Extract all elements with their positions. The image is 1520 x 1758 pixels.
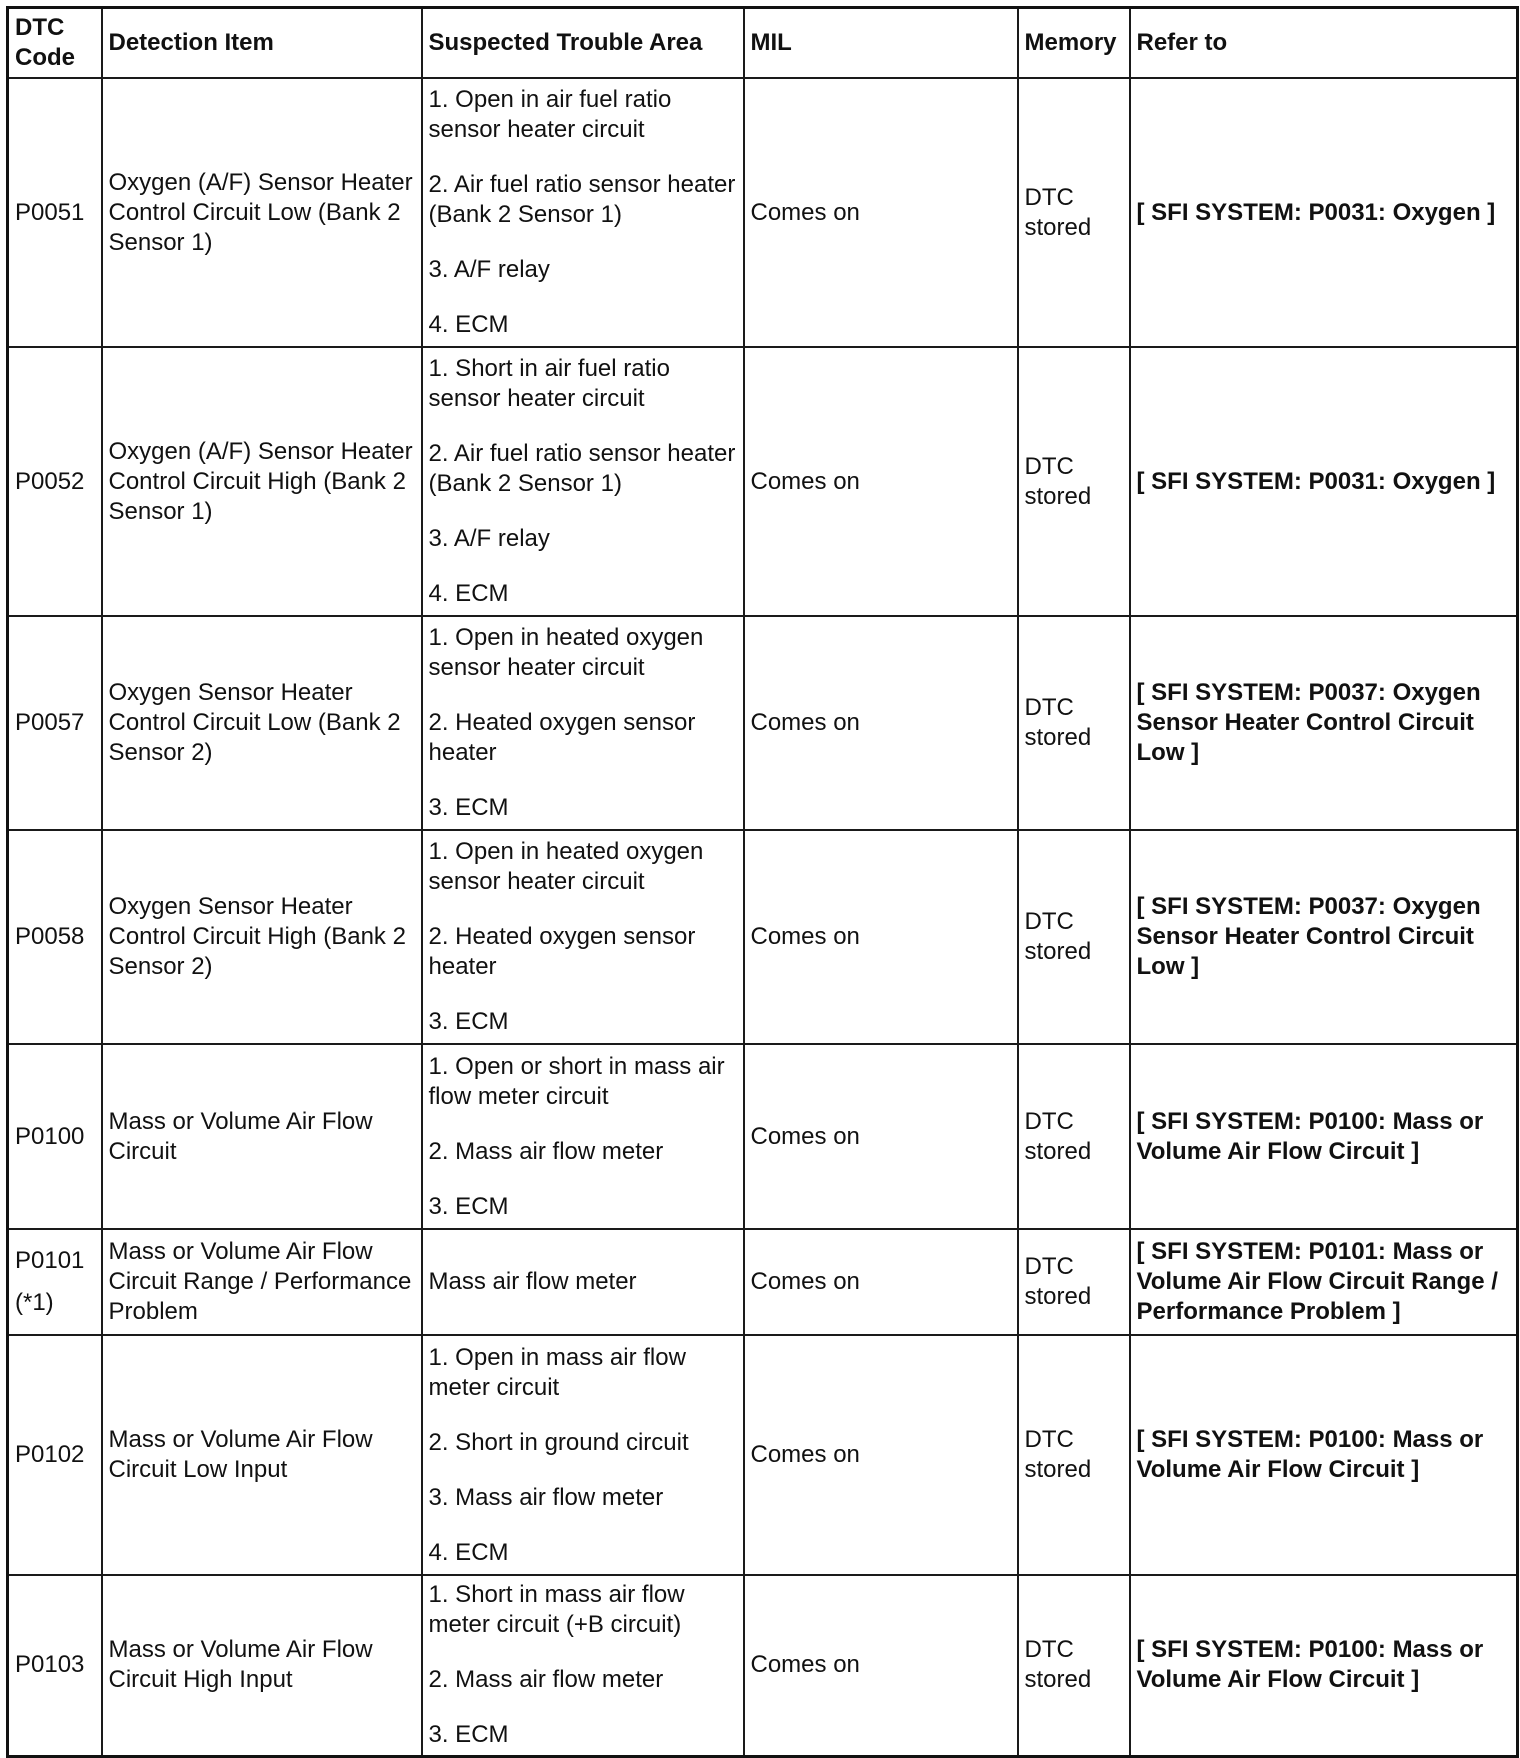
detection-item-cell: Mass or Volume Air Flow Circuit Range / Performance Problem [102, 1229, 422, 1335]
dtc-table [6, 6, 1519, 1758]
trouble-area-item: 1. Open in mass air flow meter circuit [428, 1343, 686, 1401]
table-row [8, 1044, 1518, 1229]
header-dtc-code: DTC Code [8, 8, 102, 79]
trouble-area-cell [422, 1229, 744, 1335]
dtc-code-cell [8, 78, 102, 347]
trouble-area-item: 1. Open in heated oxygen sensor heater circuit [428, 838, 704, 895]
table-row [8, 616, 1518, 830]
mil-cell: Comes on [744, 1575, 1018, 1756]
dtc-code-cell [8, 1575, 102, 1756]
dtc-code: P0058 [15, 923, 85, 950]
header-row [8, 8, 1518, 79]
mil-cell: Comes on [744, 1044, 1018, 1229]
refer-to-link[interactable]: [ SFI SYSTEM: P0031: Oxygen ] [1130, 347, 1518, 616]
memory-cell: DTC stored [1018, 347, 1130, 616]
trouble-area-item: 3. A/F relay [428, 525, 550, 552]
dtc-code-cell [8, 1044, 102, 1229]
refer-to-link[interactable]: [ SFI SYSTEM: P0031: Oxygen ] [1130, 78, 1518, 347]
trouble-area-item: 4. ECM [428, 580, 509, 607]
detection-item-cell: Oxygen (A/F) Sensor Heater Control Circuit Low (Bank 2 Sensor 1) [102, 78, 422, 347]
memory-cell: DTC stored [1018, 830, 1130, 1044]
table-row [8, 830, 1518, 1044]
trouble-area-item: 2. Air fuel ratio sensor heater (Bank 2 Sensor 1) [428, 440, 736, 497]
mil-cell: Comes on [744, 78, 1018, 347]
trouble-area-item: 3. ECM [428, 1192, 509, 1220]
dtc-code: P0051 [15, 198, 85, 226]
trouble-area-item: 4. ECM [428, 1538, 509, 1566]
mil-cell: Comes on [744, 347, 1018, 616]
trouble-area-cell [422, 830, 744, 1044]
trouble-area-cell [422, 1044, 744, 1229]
trouble-area-item: 1. Open in heated oxygen sensor heater circuit [428, 624, 704, 681]
dtc-code: P0100 [15, 1122, 85, 1150]
memory-cell: DTC stored [1018, 1044, 1130, 1229]
detection-item-cell: Oxygen Sensor Heater Control Circuit Low (Bank 2 Sensor 2) [102, 616, 422, 830]
trouble-area-item: 2. Short in ground circuit [428, 1428, 689, 1456]
dtc-code: P0101 [15, 1247, 85, 1274]
dtc-code: P0057 [15, 709, 85, 736]
detection-item-cell: Mass or Volume Air Flow Circuit [102, 1044, 422, 1229]
table-row [8, 1575, 1518, 1756]
trouble-area-item: 2. Mass air flow meter [428, 1666, 664, 1694]
refer-to-link[interactable]: [ SFI SYSTEM: P0037: Oxygen Sensor Heater Control Circuit Low ] [1130, 830, 1518, 1044]
trouble-area-item: 1. Short in mass air flow meter circuit (+B circuit) [428, 1581, 685, 1639]
trouble-area-item: 2. Air fuel ratio sensor heater (Bank 2 Sensor 1) [428, 171, 736, 228]
trouble-area-item: 2. Heated oxygen sensor heater [428, 709, 696, 766]
header-suspected-trouble-area: Suspected Trouble Area [422, 8, 744, 79]
trouble-area-item: 3. Mass air flow meter [428, 1483, 664, 1511]
detection-item-cell: Oxygen (A/F) Sensor Heater Control Circuit High (Bank 2 Sensor 1) [102, 347, 422, 616]
mil-cell: Comes on [744, 616, 1018, 830]
table-body [8, 78, 1518, 1756]
header-detection-item: Detection Item [102, 8, 422, 79]
trouble-area-item: 2. Mass air flow meter [428, 1137, 664, 1165]
trouble-area-cell [422, 347, 744, 616]
trouble-area-cell [422, 1575, 744, 1756]
trouble-area-item: 3. A/F relay [428, 256, 550, 283]
trouble-area-item: Mass air flow meter [428, 1268, 637, 1295]
trouble-area-item: 1. Open or short in mass air flow meter circuit [428, 1052, 725, 1110]
trouble-area-item: 1. Short in air fuel ratio sensor heater circuit [428, 355, 670, 412]
dtc-code: P0102 [15, 1441, 85, 1468]
table-row [8, 1335, 1518, 1575]
detection-item-cell: Mass or Volume Air Flow Circuit Low Input [102, 1335, 422, 1575]
refer-to-link[interactable]: [ SFI SYSTEM: P0100: Mass or Volume Air Flow Circuit ] [1130, 1335, 1518, 1575]
mil-cell: Comes on [744, 1229, 1018, 1335]
refer-to-link[interactable]: [ SFI SYSTEM: P0100: Mass or Volume Air Flow Circuit ] [1130, 1044, 1518, 1229]
dtc-code-cell [8, 830, 102, 1044]
trouble-area-item: 2. Heated oxygen sensor heater [428, 923, 696, 980]
header-mil: MIL [744, 8, 1018, 79]
dtc-code: P0052 [15, 467, 85, 495]
trouble-area-item: 1. Open in air fuel ratio sensor heater circuit [428, 86, 672, 143]
refer-to-link[interactable]: [ SFI SYSTEM: P0037: Oxygen Sensor Heater Control Circuit Low ] [1130, 616, 1518, 830]
dtc-code: P0103 [15, 1651, 85, 1679]
trouble-area-item: 4. ECM [428, 311, 509, 338]
mil-cell: Comes on [744, 1335, 1018, 1575]
table-row [8, 347, 1518, 616]
dtc-code-cell [8, 616, 102, 830]
trouble-area-cell [422, 1335, 744, 1575]
dtc-code-note: (*1) [15, 1289, 54, 1316]
header-refer-to: Refer to [1130, 8, 1518, 79]
dtc-code-cell [8, 1229, 102, 1335]
refer-to-link[interactable]: [ SFI SYSTEM: P0100: Mass or Volume Air Flow Circuit ] [1130, 1575, 1518, 1756]
table-row [8, 78, 1518, 347]
trouble-area-item: 3. ECM [428, 1008, 509, 1035]
dtc-table-wrapper [6, 6, 1519, 1758]
trouble-area-cell [422, 78, 744, 347]
memory-cell: DTC stored [1018, 78, 1130, 347]
trouble-area-item: 3. ECM [428, 1721, 509, 1749]
refer-to-link[interactable]: [ SFI SYSTEM: P0101: Mass or Volume Air Flow Circuit Range / Performance Problem ] [1130, 1229, 1518, 1335]
memory-cell: DTC stored [1018, 1229, 1130, 1335]
memory-cell: DTC stored [1018, 616, 1130, 830]
header-memory: Memory [1018, 8, 1130, 79]
dtc-code-cell [8, 347, 102, 616]
memory-cell: DTC stored [1018, 1575, 1130, 1756]
detection-item-cell: Oxygen Sensor Heater Control Circuit High (Bank 2 Sensor 2) [102, 830, 422, 1044]
detection-item-cell: Mass or Volume Air Flow Circuit High Input [102, 1575, 422, 1756]
table-row [8, 1229, 1518, 1335]
trouble-area-cell [422, 616, 744, 830]
dtc-code-cell [8, 1335, 102, 1575]
memory-cell: DTC stored [1018, 1335, 1130, 1575]
mil-cell: Comes on [744, 830, 1018, 1044]
trouble-area-item: 3. ECM [428, 794, 509, 821]
